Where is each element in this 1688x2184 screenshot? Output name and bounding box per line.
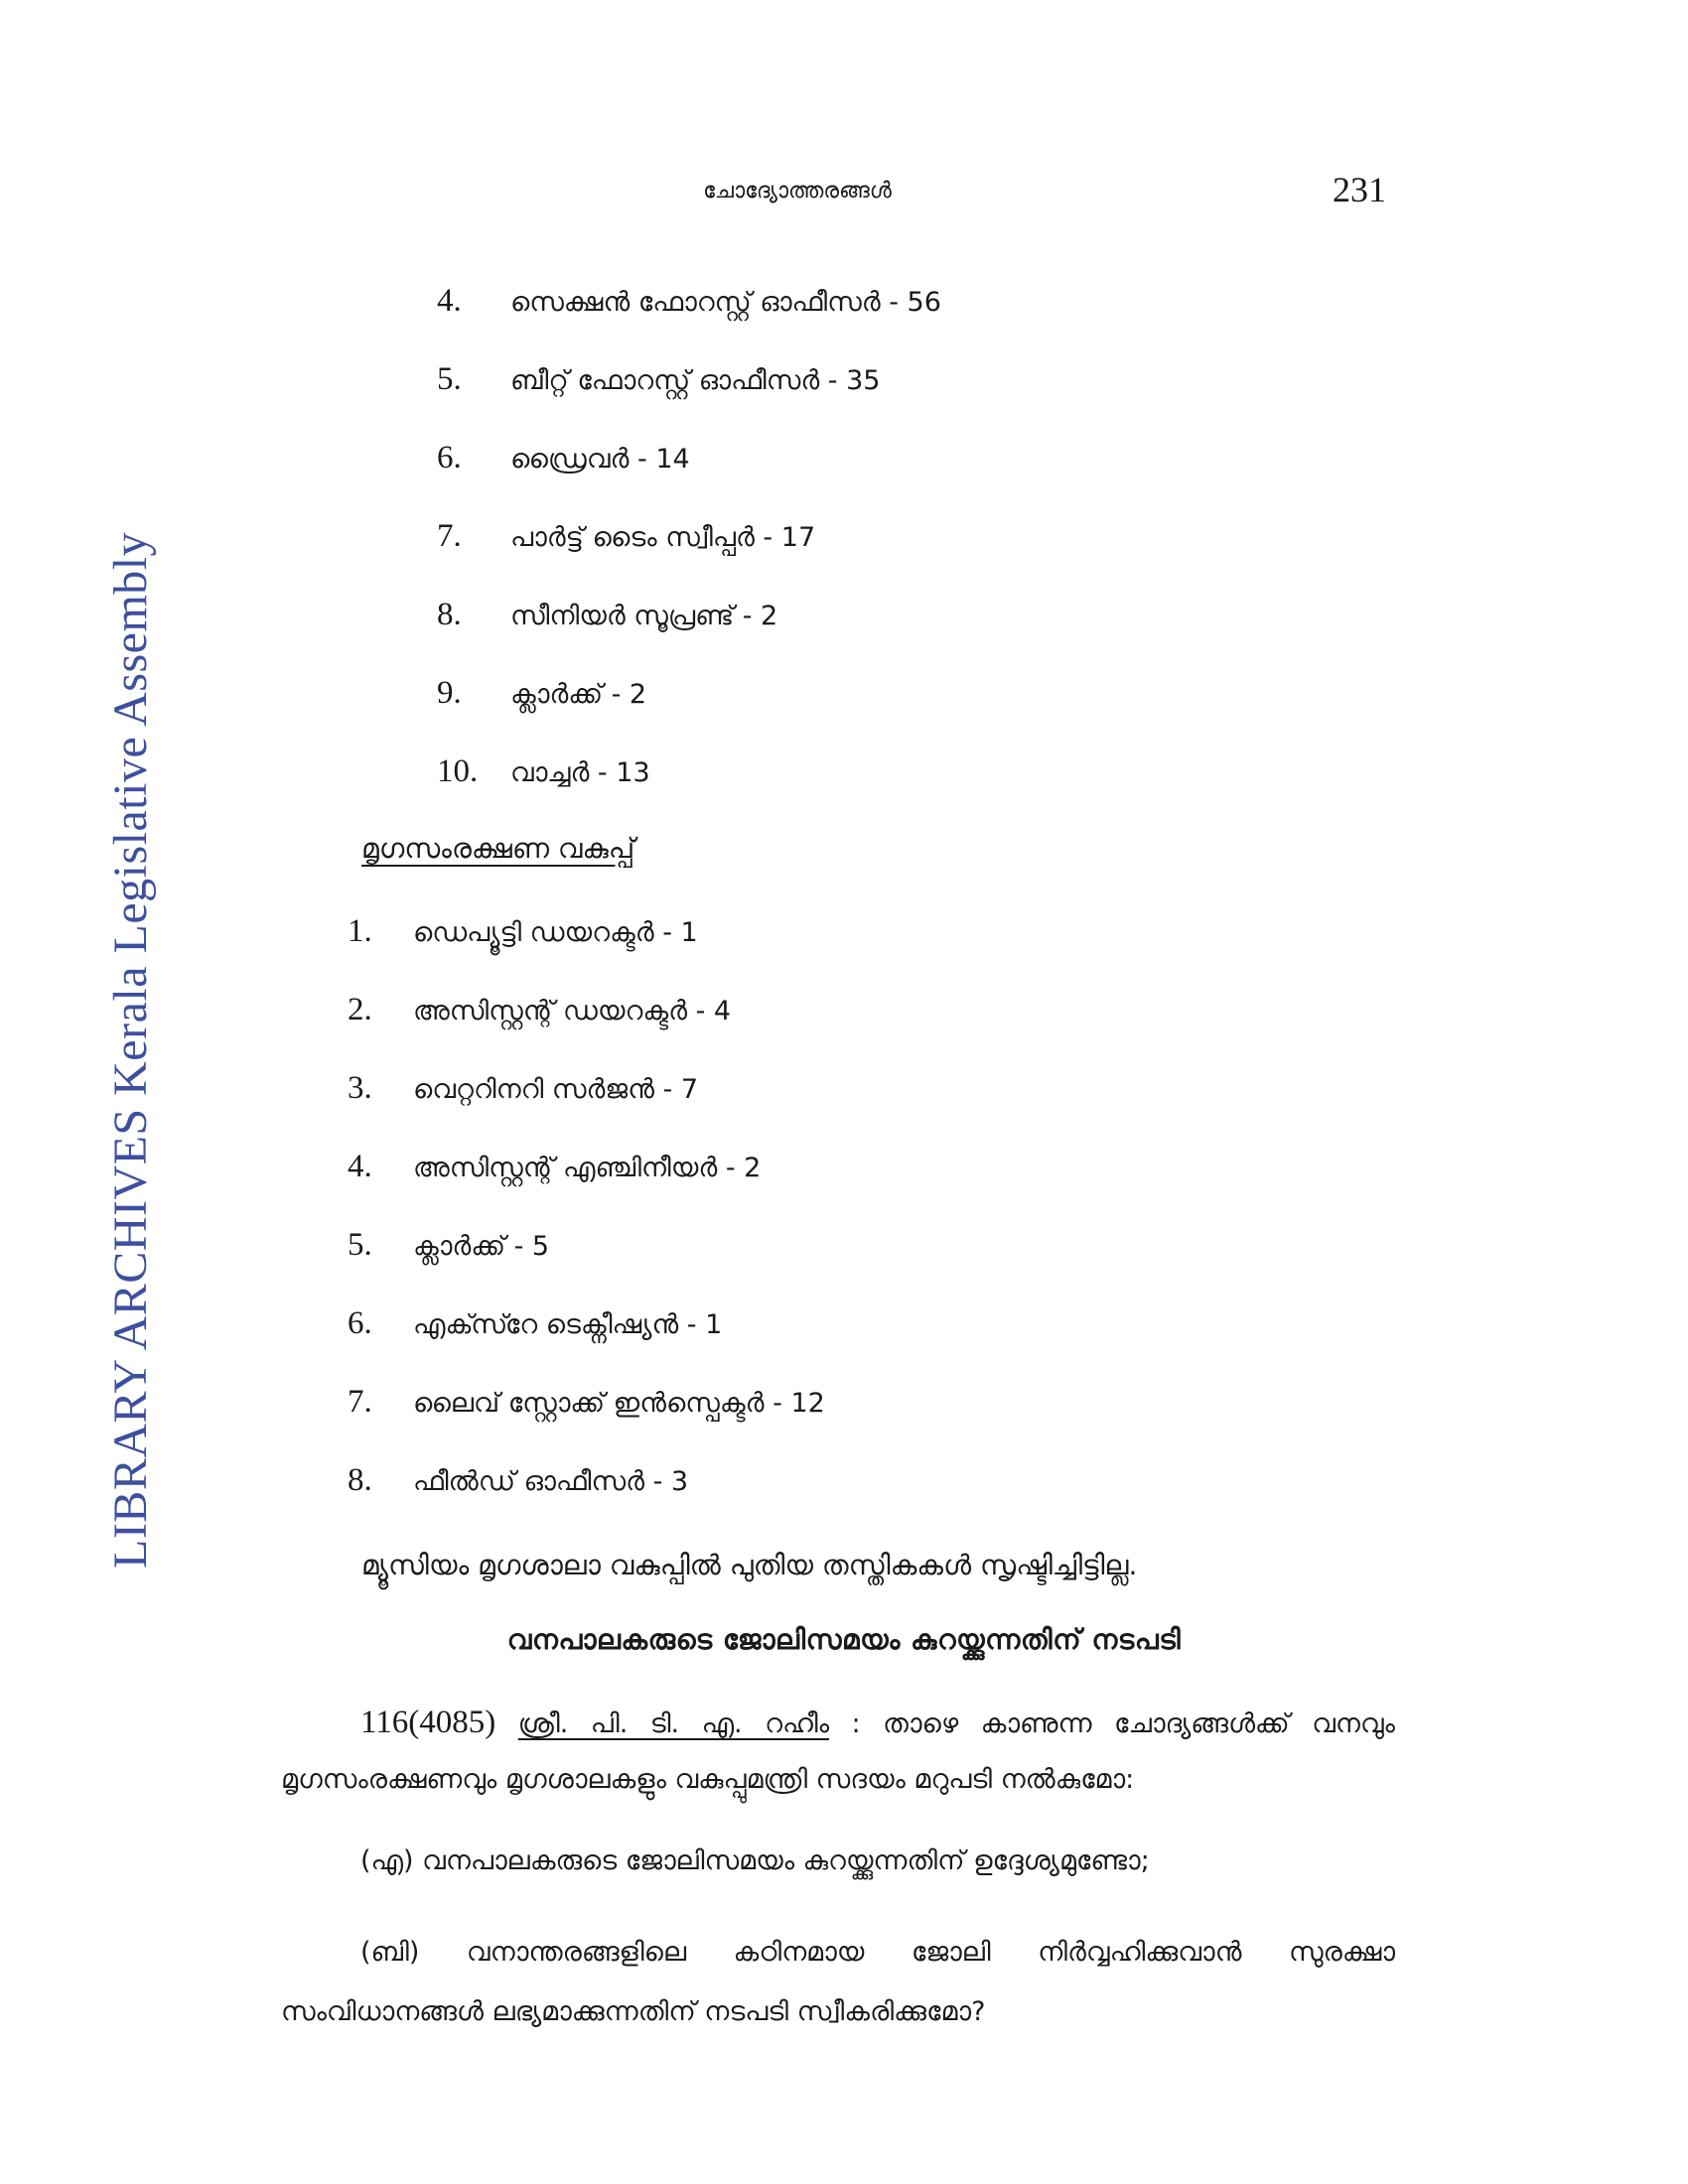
question-paragraph xyxy=(281,1695,1395,1808)
list-text: പാർട്ട് ടൈം സ്വീപ്പർ - 17 xyxy=(510,522,816,553)
list-item xyxy=(437,673,646,715)
list-text: ബീറ്റ് ഫോറസ്റ്റ് ഓഫീസർ - 35 xyxy=(510,365,881,396)
list-item xyxy=(348,1460,688,1502)
section-heading: മൃഗസംരക്ഷണ വകുപ്പ് xyxy=(361,832,635,865)
sub-question-a xyxy=(281,1832,1395,1891)
list-text: ക്ലാർക്ക് - 5 xyxy=(413,1231,550,1262)
list-item xyxy=(348,1225,549,1267)
page-number: 231 xyxy=(1333,170,1386,209)
question-intro: : താഴെ കാണുന്ന ചോദ്യങ്ങൾക്ക് വനവും മൃഗസംരക്ഷണവും മൃഗശാലകളും വകുപ്പുമന്ത്രി സദയം മറുപടി നൽകുമോ: xyxy=(281,1708,1395,1795)
list-number: 6. xyxy=(437,440,462,476)
list-text: അസിസ്റ്റന്റ് ഡയറക്ടർ - 4 xyxy=(413,996,732,1026)
list-item xyxy=(348,1382,825,1424)
list-item xyxy=(348,1068,698,1110)
archive-watermark: LIBRARY ARCHIVES Kerala Legislative Assembly xyxy=(104,531,157,1569)
list-text: വെറ്ററിനറി സർജൻ - 7 xyxy=(413,1074,699,1105)
list-text: എക്സ്റേ ടെക്നീഷ്യൻ - 1 xyxy=(413,1309,723,1340)
member-name: ശ്രീ. പി. ടി. എ. റഹീം xyxy=(517,1708,830,1739)
sub-question-b-text: (ബി) വനാന്തരങ്ങളിലെ കഠിനമായ ജോലി നിർവ്വഹിക്കുവാൻ സുരക്ഷാ സംവിധാനങ്ങൾ ലഭ്യമാക്കുന്നതിന് നടപടി സ്വീകരിക്കുമോ? xyxy=(281,1937,1395,2027)
list-text: സീനിയർ സൂപ്രണ്ട് - 2 xyxy=(510,601,778,631)
list-item xyxy=(437,595,777,636)
list-number: 8. xyxy=(437,597,462,632)
list-text: ലൈവ് സ്റ്റോക്ക് ഇൻസ്പെക്ടർ - 12 xyxy=(413,1388,825,1419)
sub-question-b xyxy=(281,1923,1395,2042)
list-number: 1. xyxy=(348,913,372,949)
list-text: സെക്ഷൻ ഫോറസ്റ്റ് ഓഫീസർ - 56 xyxy=(510,287,941,318)
list-item xyxy=(437,751,650,793)
museum-note: മ്യൂസിയം മൃഗശാലാ വകുപ്പിൽ പുതിയ തസ്തികകൾ സൃഷ്ടിച്ചിട്ടില്ല. xyxy=(361,1549,1138,1581)
sub-question-a-text: (എ) വനപാലകരുടെ ജോലിസമയം കുറയ്ക്കുന്നതിന് ഉദ്ദേശ്യമുണ്ടോ; xyxy=(360,1845,1150,1876)
list-text: വാച്ചർ - 13 xyxy=(510,757,650,788)
question-number: 116(4085) xyxy=(360,1705,496,1740)
list-number: 4. xyxy=(348,1149,372,1184)
list-text: ഡ്രൈവർ - 14 xyxy=(510,444,690,475)
list-text: ഡെപ്യൂട്ടി ഡയറക്ടർ - 1 xyxy=(413,917,698,948)
list-text: ഫീൽഡ് ഓഫീസർ - 3 xyxy=(413,1466,689,1497)
list-item xyxy=(348,990,731,1031)
list-item xyxy=(437,516,815,558)
list-number: 4. xyxy=(437,283,462,319)
list-number: 5. xyxy=(348,1227,372,1263)
list-number: 8. xyxy=(348,1462,372,1498)
list-number: 10. xyxy=(437,753,479,789)
running-head: ചോദ്യോത്തരങ്ങൾ xyxy=(703,179,892,204)
list-item xyxy=(437,438,690,479)
list-number: 7. xyxy=(437,518,462,554)
list-number: 2. xyxy=(348,992,372,1027)
list-item xyxy=(348,1303,722,1345)
list-item xyxy=(437,281,941,323)
list-text: ക്ലാർക്ക് - 2 xyxy=(510,679,647,710)
list-text: അസിസ്റ്റന്റ് എഞ്ചിനീയർ - 2 xyxy=(413,1153,762,1183)
list-number: 3. xyxy=(348,1070,372,1106)
list-number: 9. xyxy=(437,675,462,711)
list-number: 7. xyxy=(348,1384,372,1420)
list-number: 6. xyxy=(348,1305,372,1341)
question-title: വനപാലകരുടെ ജോലിസമയം കുറയ്ക്കുന്നതിന് നടപടി xyxy=(506,1623,1182,1656)
list-item xyxy=(348,911,698,953)
list-item xyxy=(348,1147,761,1188)
list-item xyxy=(437,359,881,401)
list-number: 5. xyxy=(437,361,462,397)
